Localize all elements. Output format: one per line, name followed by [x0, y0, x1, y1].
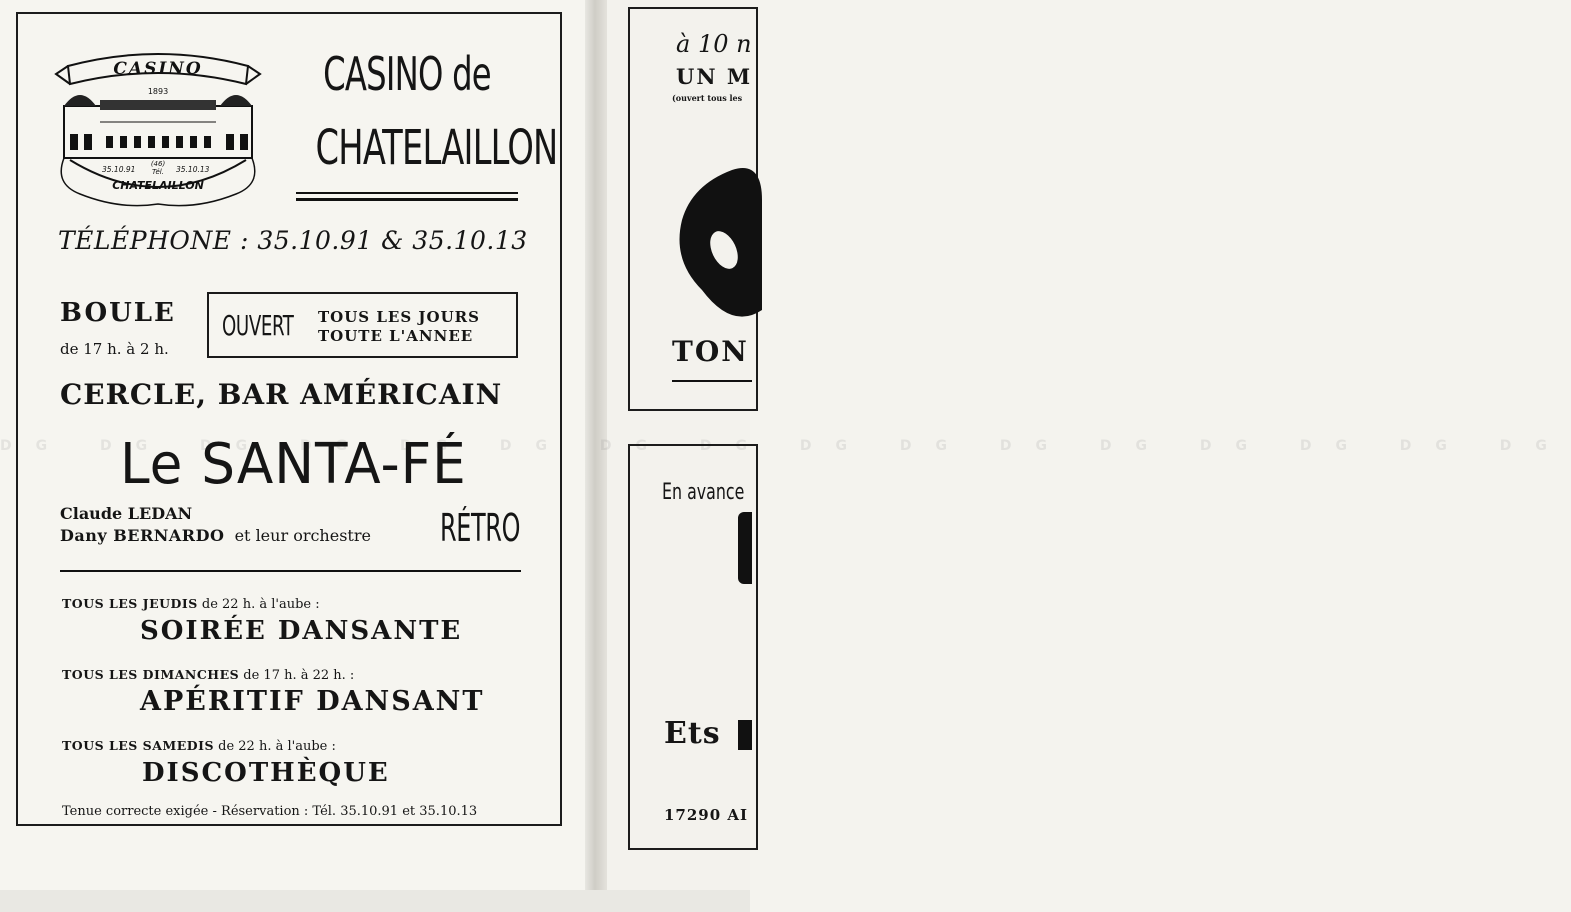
- watermark: DG DG DG DG DG DG DG DG DG DG DG DG DG DG DG DG: [0, 438, 1571, 454]
- logo-phone-mid-bottom: Tél.: [152, 168, 164, 176]
- title-rule-thin: [296, 192, 518, 194]
- event-1-day: TOUS LES JEUDIS: [62, 596, 198, 611]
- footer-note: Tenue correcte exigée - Réservation : Tél. 35.10.91 et 35.10.13: [62, 804, 478, 819]
- bottom-band: [0, 890, 750, 912]
- title-rule-thick: [296, 198, 518, 201]
- boule-heading: BOULE: [60, 298, 176, 328]
- logo-year: 1893: [147, 87, 169, 96]
- right-ad-bottom-line-3: 17290 AI: [664, 806, 749, 824]
- artist-2-rest: et leur orchestre: [234, 526, 371, 545]
- event-1-line: [62, 596, 320, 612]
- event-1-time: de 22 h. à l'aube :: [201, 597, 320, 612]
- right-ad-top-graphic: [672, 160, 762, 330]
- title-line-1: CASINO de: [323, 47, 491, 101]
- logo-phone-right: 35.10.13: [176, 165, 210, 174]
- artist-1: Claude LEDAN: [60, 504, 193, 523]
- telephone-line: TÉLÉPHONE : 35.10.91 & 35.10.13: [58, 226, 528, 255]
- right-ad-top-rule: [672, 380, 752, 382]
- event-3-line: [62, 738, 336, 754]
- event-3-title: DISCOTHÈQUE: [142, 758, 390, 788]
- logo-town: CHATELAILLON: [112, 179, 204, 192]
- open-word: OUVERT: [222, 309, 294, 342]
- cercle-heading: CERCLE, BAR AMÉRICAIN: [60, 378, 503, 411]
- artist-2: [60, 526, 371, 545]
- section-rule: [60, 570, 521, 572]
- right-ad-bottom-line-2: Ets: [664, 716, 721, 751]
- event-1-title: SOIRÉE DANSANTE: [140, 616, 463, 646]
- open-days: TOUS LES JOURS: [318, 308, 480, 326]
- right-ad-bottom-graphic: [738, 512, 752, 584]
- logo-phone-left: 35.10.91: [102, 165, 136, 174]
- event-2-day: TOUS LES DIMANCHES: [62, 667, 240, 682]
- logo-phone-mid-top: (46): [150, 160, 166, 168]
- event-2-title: APÉRITIF DANSANT: [140, 686, 485, 717]
- event-2-line: [62, 667, 354, 683]
- santafe-title: Le SANTA-FÉ: [120, 432, 467, 497]
- event-3-day: TOUS LES SAMEDIS: [62, 738, 214, 753]
- event-3-time: de 22 h. à l'aube :: [218, 739, 336, 754]
- casino-logo: [50, 44, 265, 210]
- right-ad-top-line-3: (ouvert tous les: [672, 93, 743, 103]
- right-ad-top-line-4: TON: [672, 335, 749, 368]
- title-line-2: CHATELAILLON: [315, 120, 558, 176]
- retro-label: RÉTRO: [440, 506, 521, 550]
- boule-hours: de 17 h. à 2 h.: [60, 340, 169, 358]
- right-ad-bottom-bar: [738, 720, 752, 750]
- open-year: TOUTE L'ANNEE: [318, 327, 474, 345]
- logo-banner-text: CASINO: [113, 59, 203, 79]
- right-ad-top-line-2: UN M: [676, 64, 753, 89]
- right-ad-bottom-line-1: En avance: [662, 480, 745, 505]
- right-ad-top-line-1: à 10 n: [676, 30, 752, 58]
- event-2-time: de 17 h. à 22 h. :: [243, 668, 355, 683]
- artist-2-name: Dany BERNARDO: [60, 526, 225, 545]
